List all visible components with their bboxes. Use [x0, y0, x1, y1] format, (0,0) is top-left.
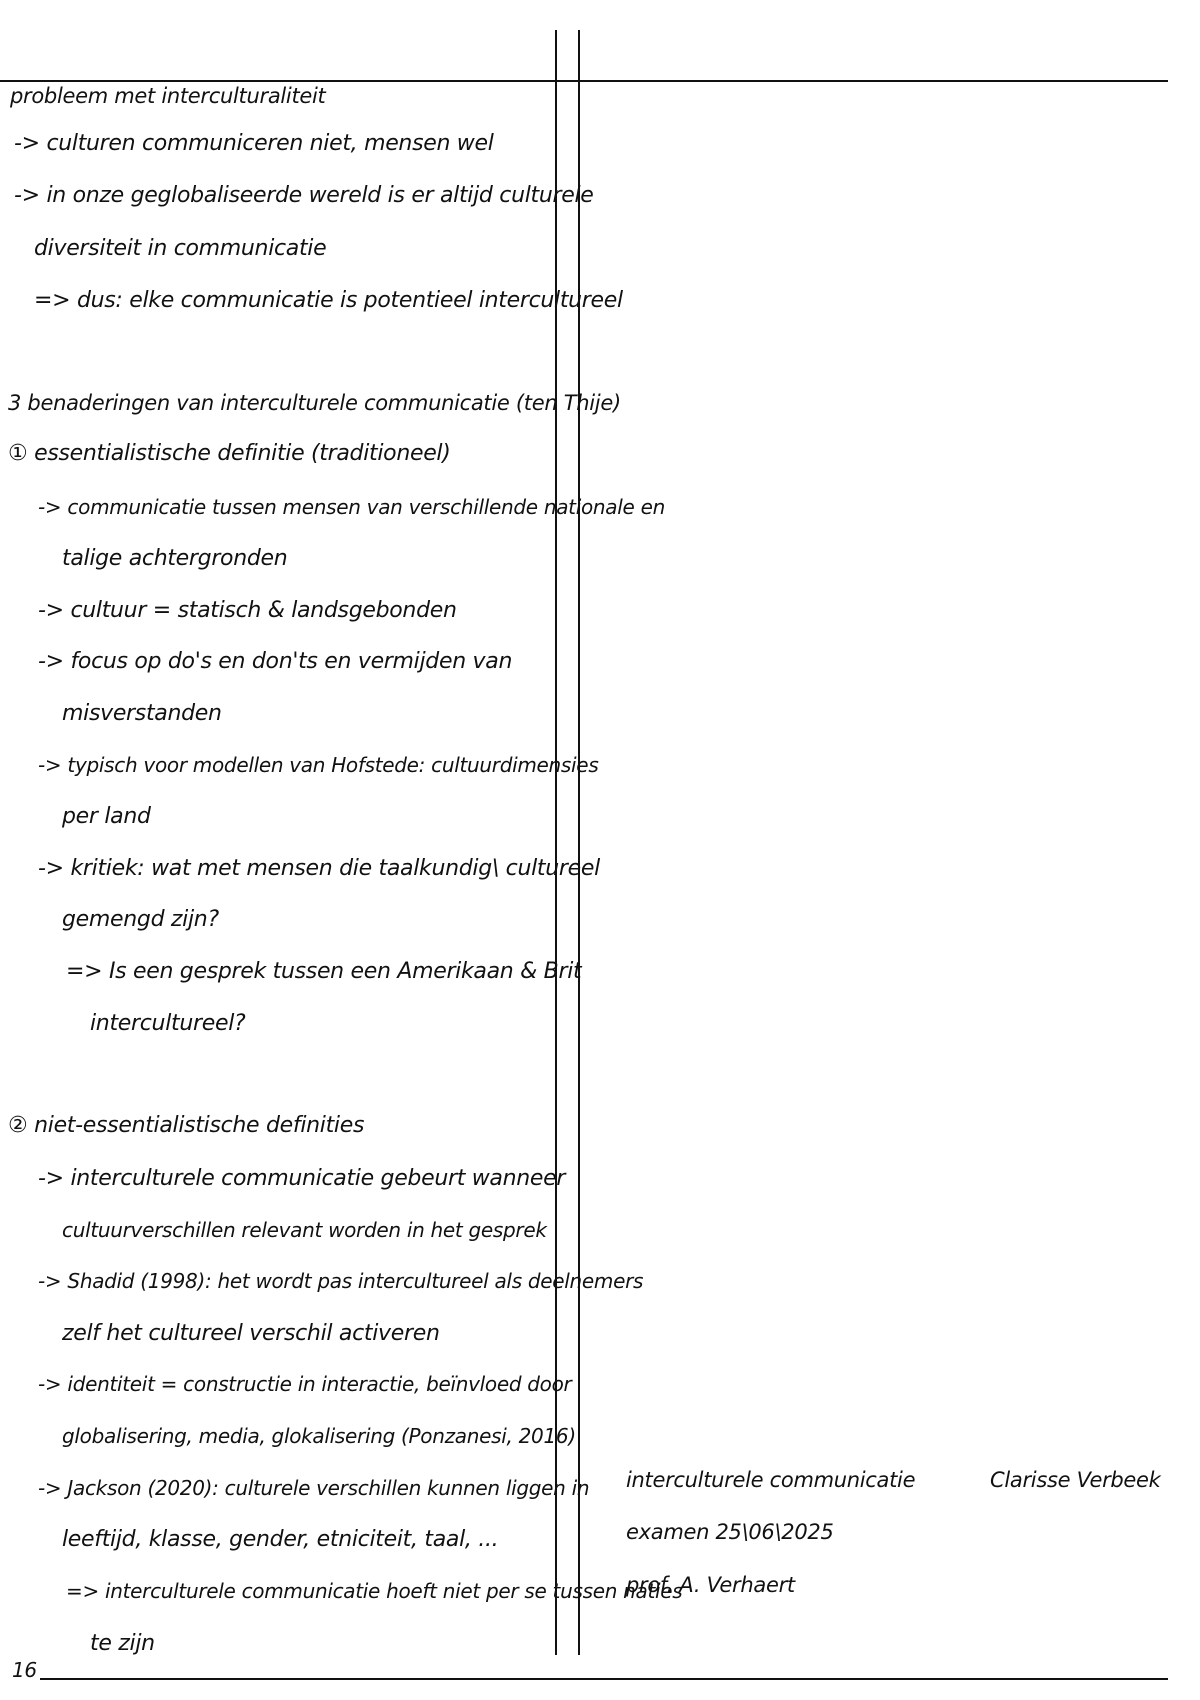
note-line: misverstanden [62, 701, 222, 726]
subsection-heading: ① essentialistische definitie (traditioneel) [8, 441, 451, 466]
margin-line-right [578, 30, 580, 1655]
note-line: -> culturen communiceren niet, mensen wel [14, 131, 494, 156]
note-line: te zijn [90, 1631, 155, 1656]
note-line: => interculturele communicatie hoeft niet per se tussen naties [66, 1579, 683, 1603]
bottom-rule [40, 1678, 1168, 1680]
note-line: -> communicatie tussen mensen van verschillende nationale en [38, 495, 665, 519]
note-line: diversiteit in communicatie [34, 236, 327, 261]
note-line: => Is een gesprek tussen een Amerikaan & Brit [66, 959, 582, 984]
note-line: => dus: elke communicatie is potentieel intercultureel [34, 288, 623, 313]
page-number: 16 [12, 1658, 37, 1682]
note-line: -> typisch voor modellen van Hofstede: cultuurdimensies [38, 753, 599, 777]
top-rule [0, 80, 1168, 82]
exam-date: examen 25\06\2025 [626, 1520, 834, 1544]
note-line: -> Jackson (2020): culturele verschillen kunnen liggen in [38, 1476, 590, 1500]
note-line: -> interculturele communicatie gebeurt wanneer [38, 1166, 566, 1191]
note-line: leeftijd, klasse, gender, etniciteit, taal, ... [62, 1527, 499, 1552]
note-line: globalisering, media, glokalisering (Ponzanesi, 2016) [62, 1424, 576, 1448]
note-line: -> Shadid (1998): het wordt pas intercultureel als deelnemers [38, 1269, 644, 1293]
note-line: intercultureel? [90, 1011, 246, 1036]
note-line: -> focus op do's en don'ts en vermijden van [38, 649, 513, 674]
section-title: probleem met interculturaliteit [10, 84, 326, 108]
note-line: -> identiteit = constructie in interactie, beïnvloed door [38, 1372, 572, 1396]
note-line: -> kritiek: wat met mensen die taalkundig\ cultureel [38, 856, 600, 881]
section-heading: 3 benaderingen van interculturele communicatie (ten Thije) [8, 391, 621, 415]
professor-name: prof. A. Verhaert [626, 1573, 795, 1597]
note-line: -> in onze geglobaliseerde wereld is er altijd culturele [14, 183, 594, 208]
note-line: cultuurverschillen relevant worden in het gesprek [62, 1218, 547, 1242]
course-name: interculturele communicatie [626, 1468, 916, 1492]
note-line: gemengd zijn? [62, 907, 219, 932]
margin-line-left [555, 30, 557, 1655]
note-line: zelf het cultureel verschil activeren [62, 1321, 440, 1346]
author-name: Clarisse Verbeek [990, 1468, 1161, 1492]
subsection-heading: ② niet-essentialistische definities [8, 1113, 365, 1138]
note-line: talige achtergronden [62, 546, 288, 571]
note-line: per land [62, 804, 151, 829]
note-line: -> cultuur = statisch & landsgebonden [38, 598, 457, 623]
